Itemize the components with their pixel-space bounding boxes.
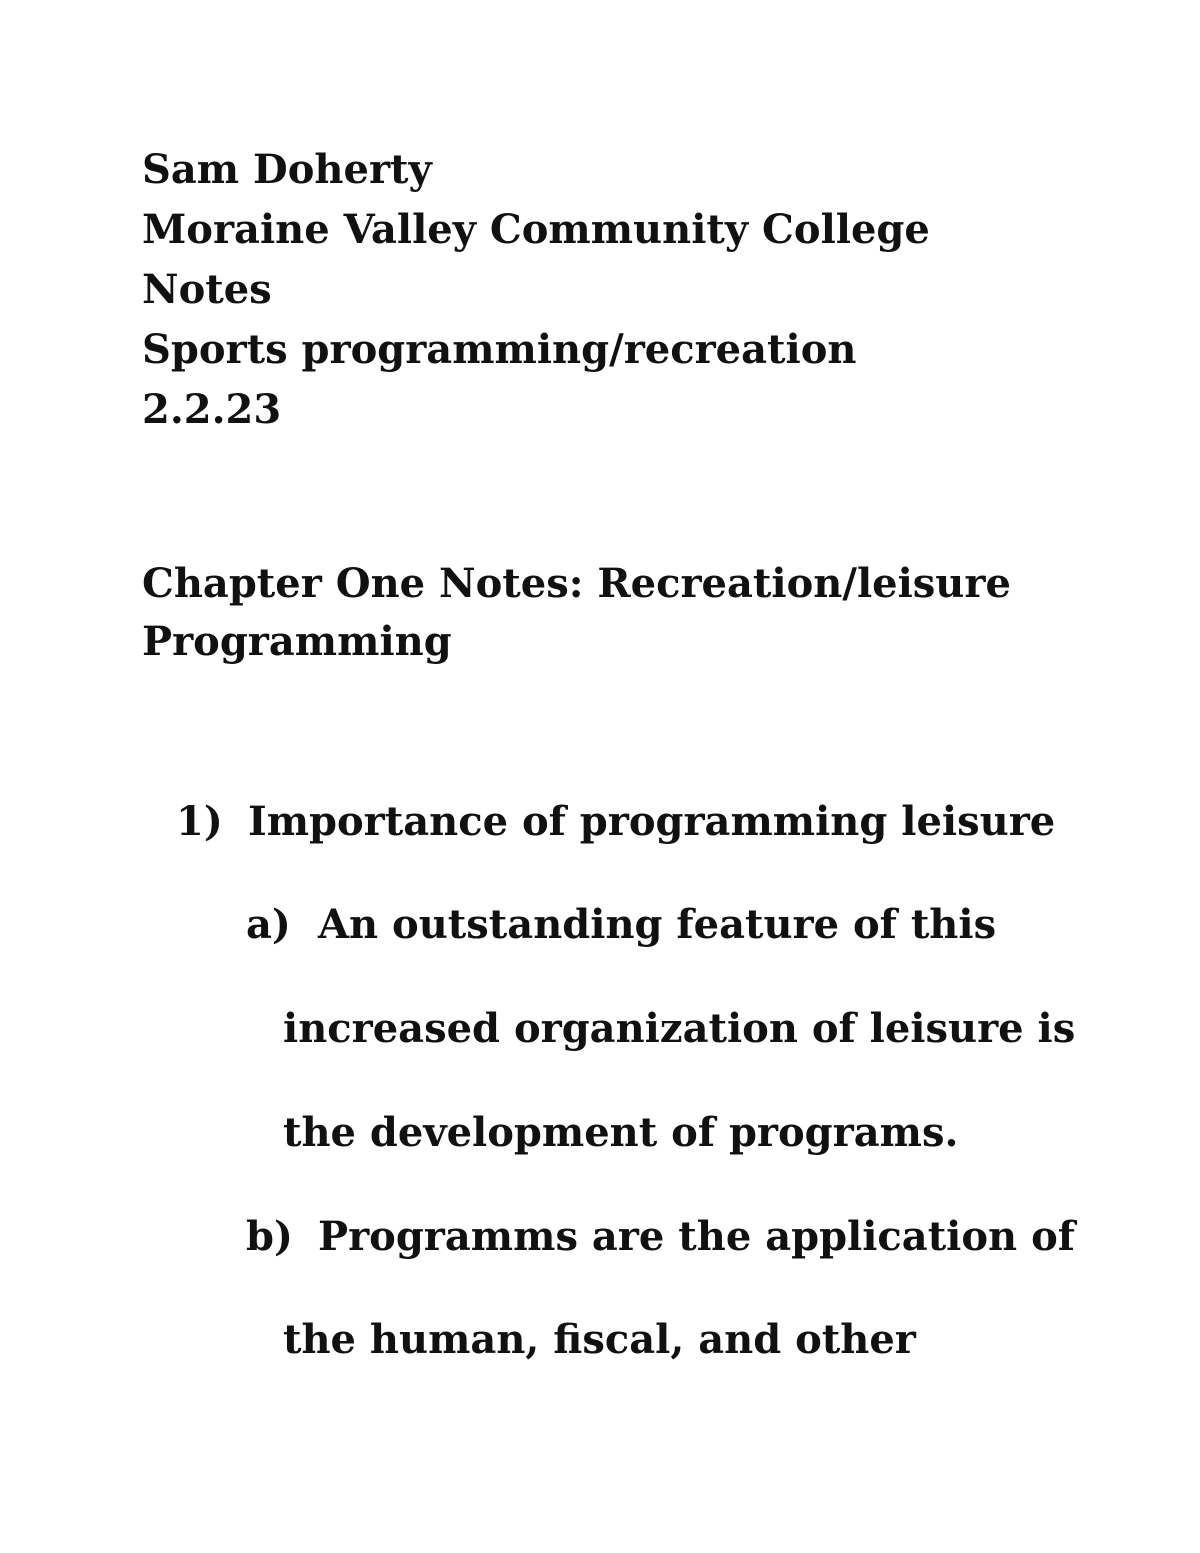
sub-list-item-continuation: increased organization of leisure is — [283, 1005, 1076, 1052]
sub-list-item — [246, 1212, 1075, 1262]
document-header — [142, 140, 930, 440]
list-marker: b) — [246, 1213, 293, 1260]
chapter-title-line: Programming — [142, 618, 452, 665]
sub-list-item-text: Programms are the application of — [318, 1213, 1075, 1260]
list-marker: 1) — [176, 798, 223, 845]
chapter-title-line: Chapter One Notes: Recreation/leisure — [142, 560, 1011, 607]
chapter-title — [142, 555, 1011, 671]
author-name: Sam Doherty — [142, 146, 432, 193]
course-name: Sports programming/recreation — [142, 326, 857, 373]
sub-list-item-text: An outstanding feature of this — [318, 901, 997, 948]
sub-list-item — [246, 900, 996, 950]
college-name: Moraine Valley Community College — [142, 206, 930, 253]
list-item — [176, 797, 1055, 847]
sub-list-item-continuation: the human, fiscal, and other — [283, 1316, 916, 1363]
list-marker: a) — [246, 901, 291, 948]
sub-list-item-continuation: the development of programs. — [283, 1109, 959, 1156]
document-date: 2.2.23 — [142, 386, 282, 433]
document-type: Notes — [142, 266, 272, 313]
list-item-text: Importance of programming leisure — [248, 798, 1056, 845]
